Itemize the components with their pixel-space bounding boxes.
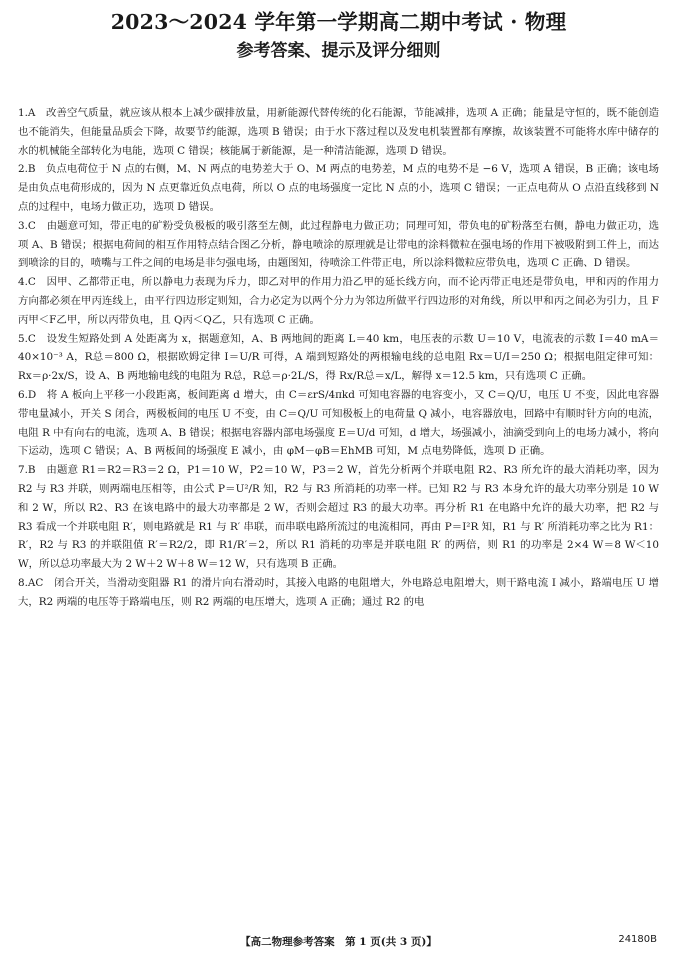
answer-text: 由题意可知，带正电的矿粉受负极板的吸引落至左侧，此过程静电力做正功；同理可知，带负电的矿粉落至右侧，静电力做正功，选项 A、B 错误；根据电荷间的相互作用特点结合图乙分析，静电喷涂的原理就是让带电的涂料微粒在强电场的作用下被吸附到工件上，而达到喷涂的目的，喷嘴与工件之间的电场是非匀强电场，由题图知，待喷涂工件带正电，所以涂料微粒应带负电，选项 C 正确、D 错误。: [18, 219, 659, 270]
answer-item: [18, 104, 659, 160]
answer-number: 6.D: [18, 388, 37, 401]
answer-text: 负点电荷位于 N 点的右侧，M、N 两点的电势差大于 O、M 两点的电势差，M 点的电势不是 −6 V，选项 A 错误，B 正确；该电场是由负点电荷形成的，因为 N 点更靠近负点电荷，所以 O 点的电场强度一定比 N 点的小，选项 C 错误；一正点电荷从 O 点沿直线移到 N 点的过程中，电场力做正功，选项 D 错误。: [18, 163, 659, 213]
answer-item: [18, 461, 659, 574]
answer-text: 将 A 板向上平移一小段距离，板间距离 d 增大，由 C＝εrS/4πkd 可知电容器的电容变小，又 C＝Q/U，电压 U 不变，因此电容器带电量减小，开关 S 闭合，两极板间的电压 U 不变，由 C＝Q/U 可知极板上的电荷量 Q 减小，电容器放电，回路中有顺时针方向的电流，电阻 R 中有向右的电流，选项 A、B 错误；根据电容器内部电场强度 E＝U/d 可知，d 增大，场强减小，油滴受到向上的电场力减小，将向下运动，选项 C 错误；A、B 两板间的场强度 E 减小，由 φM－φB＝EhMB 可知，M 点电势降低，选项 D 正确。: [18, 388, 659, 458]
answer-item: [18, 330, 659, 386]
answer-text: 改善空气质量，就应该从根本上减少碳排放量，用新能源代替传统的化石能源，节能减排，选项 A 正确；能量是守恒的，既不能创造也不能消失，但能量品质会下降，故要节约能源，选项 B 错误；由于水下落过程以及发电机装置都有摩擦，故该装置不可能将水库中储存的水的机械能全部转化为电能，选项 C 错误；核能属于新能源，是一种清洁能源，选项 D 错误。: [18, 107, 660, 157]
answer-text: 由题意 R1＝R2＝R3＝2 Ω，P1＝10 W，P2＝10 W，P3＝2 W，首先分析两个并联电阻 R2、R3 所允许的最大消耗功率，因为 R2 与 R3 并联，则两端电压相等，由公式 P＝U²/R 知，R2 与 R3 所消耗的功率一样。已知 R2 与 R3 本身允许的最大功率分别是 10 W 和 2 W，所以 R2、R3 在该电路中的最大功率都是 2 W，否则会超过 R3 的最大功率。再分析 R1 在电路中允许的最大功率，把 R2 与 R3 看成一个并联电阻 R′，则电路就是 R1 与 R′ 串联，而串联电路所流过的电流相同，再由 P＝I²R 知，R1 与 R′ 所消耗功率之比为 R1：R′，R2 与 R3 的并联阻值 R′＝R2/2，即 R1/R′＝2，所以 R1 消耗的功率是并联电阻 R′ 的两倍，则 R1 的功率是 2×4 W＝8 W＜10 W，所以总功率最大为 2 W＋2 W＋8 W＝12 W，只有选项 B 正确。: [18, 464, 659, 571]
answer-number: 5.C: [18, 332, 36, 345]
answer-number: 2.B: [18, 163, 36, 176]
answer-item: [18, 273, 659, 329]
answer-item: [18, 217, 659, 273]
answer-list: [18, 104, 659, 612]
answer-text: 闭合开关，当滑动变阻器 R1 的滑片向右滑动时，其接入电路的电阻增大，外电路总电阻增大，则干路电流 I 减小，路端电压 U 增大，R2 两端的电压等于路端电压，则 R2 两端的电压增大，选项 A 正确；通过 R2 的电: [18, 576, 660, 608]
footer-page-label: 【高二物理参考答案 第 1 页(共 3 页)】: [240, 936, 437, 948]
answer-item: [18, 386, 659, 461]
answer-item: [18, 160, 659, 216]
page-subtitle: 参考答案、提示及评分细则: [236, 41, 441, 61]
answer-number: 3.C: [18, 219, 36, 232]
page-title: 2023～2024 学年第一学期高二期中考试 · 物理: [110, 10, 567, 34]
answer-item: [18, 574, 659, 612]
footer-doc-code: 24180B: [618, 934, 657, 945]
answer-number: 4.C: [18, 276, 36, 289]
answer-number: 1.A: [18, 107, 36, 119]
answer-number: 7.B: [18, 464, 36, 477]
answer-text: 因甲、乙都带正电，所以静电力表现为斥力，即乙对甲的作用力沿乙甲的延长线方向，而不论丙带正电还是带负电，甲和丙的作用力方向都必须在甲丙连线上，由平行四边形定则知，合力必定为以两个分力为邻边所做平行四边形的对角线，所以甲和丙之间必为引力，且 F丙甲＜F乙甲，所以丙带负电，且 Q丙＜Q乙，只有选项 C 正确。: [18, 276, 659, 326]
answer-number: 8.AC: [18, 576, 44, 589]
answer-text: 设发生短路处到 A 处距离为 x，据题意知，A、B 两地间的距离 L＝40 km，电压表的示数 U＝10 V，电流表的示数 I＝40 mA＝40×10⁻³ A，R总＝800 Ω，根据欧姆定律 I＝U/R 可得，A 端到短路处的两根输电线的总电阻 Rx＝U/I＝250 Ω；根据电阻定律可知：Rx＝ρ·2x/S，设 A、B 两地输电线的电阻为 R总，R总＝ρ·2L/S，得 Rx/R总＝x/L，解得 x＝12.5 km，只有选项 C 正确。: [18, 332, 660, 383]
page-footer: [0, 934, 677, 950]
